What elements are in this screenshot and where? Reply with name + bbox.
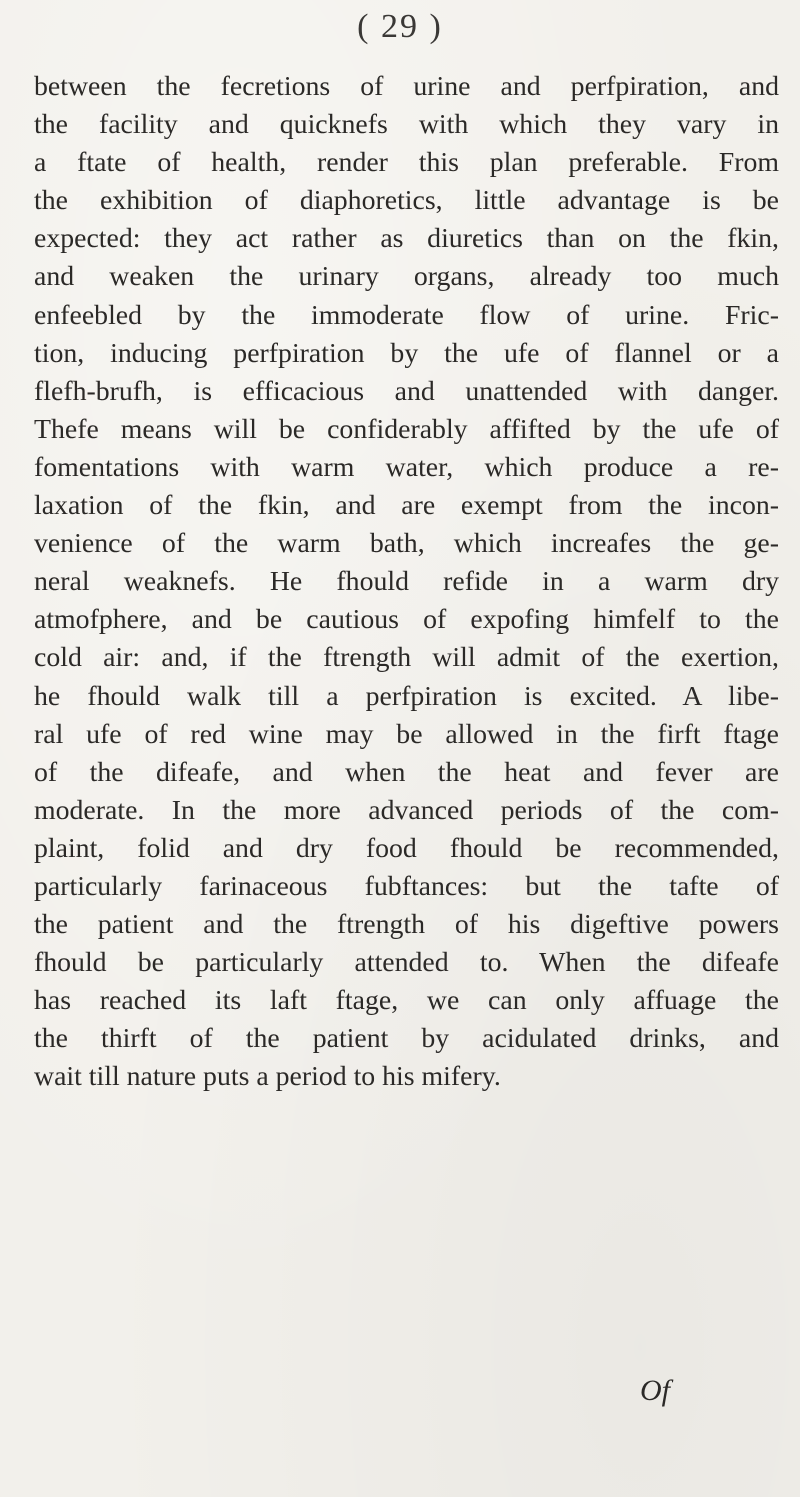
text-line: laxation of the fkin, and are exempt from the incon- <box>34 490 779 522</box>
text-line: between the fecretions of urine and perfpiration, and <box>34 71 779 102</box>
text-line: the patient and the ftrength of his digeftive powers <box>34 909 779 941</box>
text-line: has reached its laft ftage, we can only affuage the <box>34 985 779 1017</box>
text-line: plaint, folid and dry food fhould be recommended, <box>34 832 779 864</box>
text-line: and weaken the urinary organs, already too much <box>34 261 779 293</box>
text-line: atmofphere, and be cautious of expofing himfelf to the <box>34 604 779 636</box>
text-line: the exhibition of diaphoretics, little advantage is be <box>34 185 779 217</box>
text-line: fhould be particularly attended to. When the difeafe <box>34 947 779 979</box>
text-line: the thirft of the patient by acidulated drinks, and <box>34 1023 779 1055</box>
text-line: he fhould walk till a perfpiration is excited. A libe- <box>34 680 779 712</box>
text-line: wait till nature puts a period to his mifery. <box>34 1061 501 1093</box>
text-line: the facility and quicknefs with which they vary in <box>34 109 779 141</box>
text-line: flefh-brufh, is efficacious and unattended with danger. <box>34 375 779 407</box>
text-line: moderate. In the more advanced periods of the com- <box>34 794 779 826</box>
text-line: ral ufe of red wine may be allowed in the firft ftage <box>34 718 779 750</box>
text-line: of the difeafe, and when the heat and fever are <box>34 756 779 788</box>
text-line: fomentations with warm water, which produce a re- <box>34 451 779 483</box>
text-line: Thefe means will be confiderably affifted by the ufe of <box>34 413 779 445</box>
text-line: neral weaknefs. He fhould refide in a warm dry <box>34 566 779 598</box>
page-number: ( 29 ) <box>357 8 443 45</box>
text-line: cold air: and, if the ftrength will admit of the exertion, <box>34 642 779 674</box>
catchword: Of <box>640 1374 670 1407</box>
text-line: venience of the warm bath, which increafes the ge- <box>34 528 779 560</box>
text-line: tion, inducing perfpiration by the ufe of flannel or a <box>34 337 779 369</box>
text-line: enfeebled by the immoderate flow of urine. Fric- <box>34 299 779 331</box>
text-line: particularly farinaceous fubftances: but the tafte of <box>34 870 779 902</box>
text-line: a ftate of health, render this plan preferable. From <box>34 147 779 179</box>
text-line: expected: they act rather as diuretics than on the fkin, <box>34 223 779 255</box>
body-text <box>34 68 779 1097</box>
